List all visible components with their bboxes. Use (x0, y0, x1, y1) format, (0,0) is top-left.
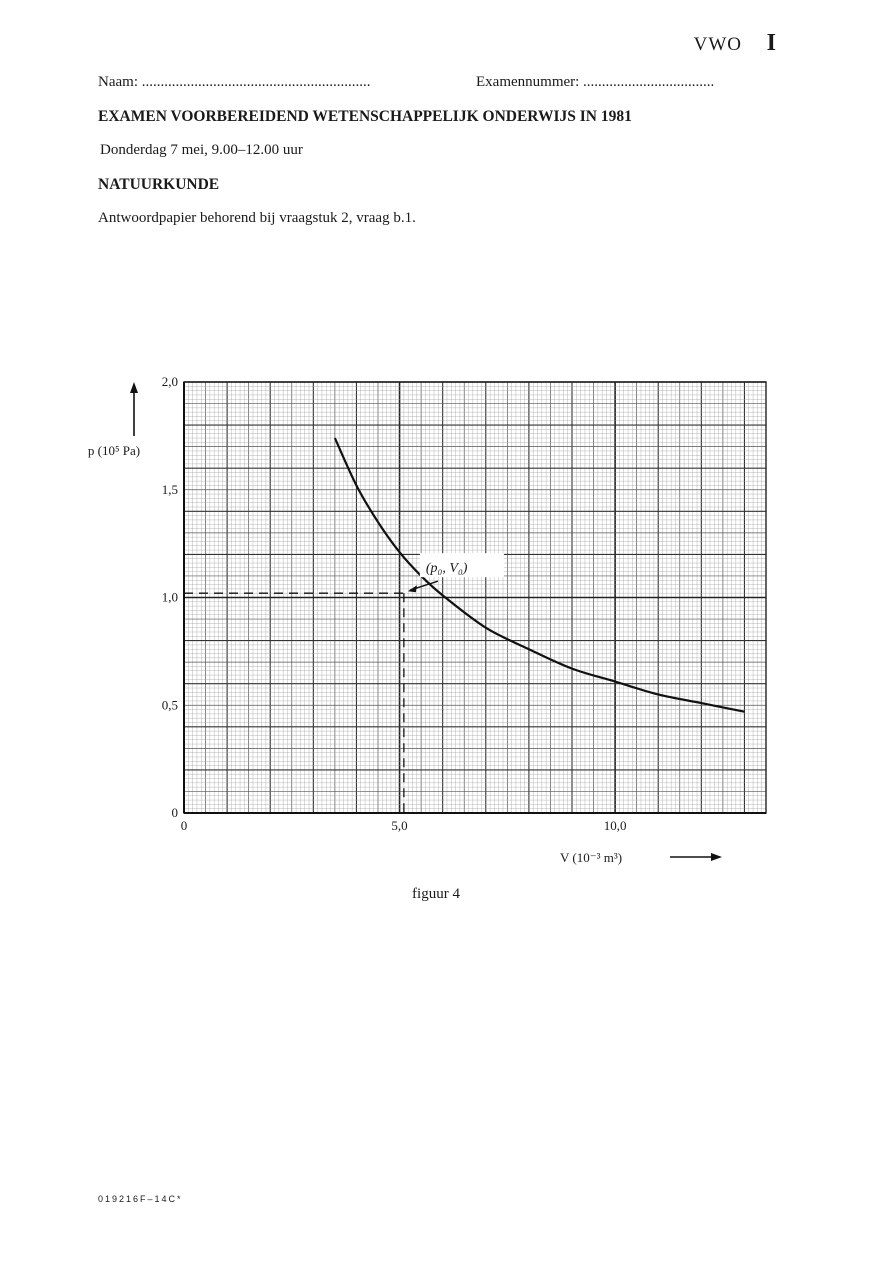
x-tick-label: 5,0 (391, 818, 408, 833)
footer-code: 019216F–14C* (98, 1194, 183, 1204)
x-tick-label: 10,0 (603, 818, 627, 833)
chart-axes (130, 382, 766, 861)
figure-caption: figuur 4 (412, 886, 460, 902)
exam-subject: NATUURKUNDE (98, 176, 220, 193)
answer-sheet-note: Antwoordpapier behorend bij vraagstuk 2, vraag b.1. (98, 210, 416, 226)
y-tick-label: 0,5 (161, 697, 178, 713)
x-tick-label: 0 (180, 818, 188, 833)
y-axis-label: p (10⁵ Pa) (87, 443, 141, 458)
y-tick-label: 0 (171, 805, 178, 820)
annotation-label: (p₀, V₀) (425, 561, 468, 577)
y-tick-label: 1,0 (161, 589, 178, 605)
pressure-volume-chart (0, 360, 872, 880)
exam-date: Donderdag 7 mei, 9.00–12.00 uur (100, 142, 303, 158)
exam-number-field-label: Examennummer: ................................... (476, 74, 715, 90)
y-tick-label: 2,0 (161, 374, 178, 389)
chart-grid (184, 382, 766, 813)
y-tick-label: 1,5 (161, 481, 178, 497)
exam-title: EXAMEN VOORBEREIDEND WETENSCHAPPELIJK ONDERWIJS IN 1981 (98, 108, 632, 125)
x-axis-label: V (10⁻³ m³) (560, 850, 623, 865)
x-axis-arrowhead (711, 853, 722, 861)
exam-level: VWO (693, 34, 742, 55)
name-field-label: Naam: ............................................................. (98, 74, 371, 90)
exam-number-roman: I (766, 30, 776, 56)
y-axis-arrowhead (130, 382, 138, 393)
